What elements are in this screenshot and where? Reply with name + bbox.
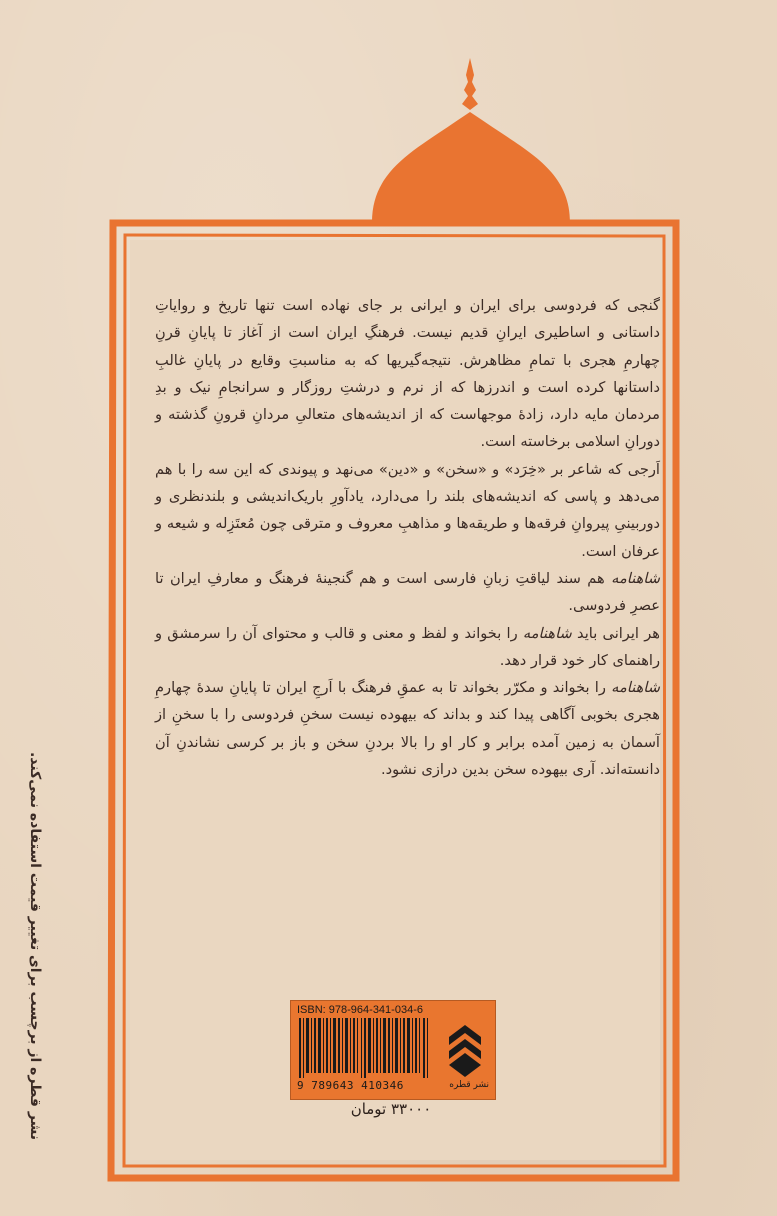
book-title-italic: شاهنامه xyxy=(522,624,572,642)
price-text: ۳۳۰۰۰ تومان xyxy=(350,1100,432,1118)
price-label-notice: نشر قطره از برچسب برای تغییر قیمت استفاده نمی‌کند. xyxy=(27,751,43,1141)
isbn-text: ISBN: 978-964-341-034-6 xyxy=(297,1004,423,1016)
back-cover-description xyxy=(155,292,660,783)
publisher-name: نشر قطره xyxy=(449,1080,489,1090)
paragraph-2: اَرجی که شاعر بر «خِرَد» و «سخن» و «دین» می‌نهد و پیوندی که این سه را با هم می‌دهد و پاسی که اندیشه‌های بلند را می‌دارد، یادآورِ باریک‌اندیشی و بلندنظری و دوربینیِ پیروانِ فرقه‌ها و طریقه‌ها و مذاهبِ معروف و مترقی چون مُعتَزِله و شیعه و عرفان است. xyxy=(155,460,660,560)
barcode-number: 9 789643 410346 xyxy=(297,1079,404,1092)
barcode-label xyxy=(290,1000,496,1100)
book-title-italic: شاهنامه xyxy=(611,679,660,697)
paragraph-3: شاهنامه هم سند لیاقتِ زبانِ فارسی است و هم گنجینهٔ فرهنگ و معارفِ ایران تا عصرِ فردوسی. xyxy=(155,569,660,615)
dome-finial xyxy=(462,58,478,110)
publisher-logo-icon xyxy=(443,1021,487,1081)
dome-shape xyxy=(372,112,570,222)
barcode-icon xyxy=(297,1018,437,1078)
paragraph-1: گنجی که فردوسی برای ایران و ایرانی بر جای نهاده است تنها تاریخ و روایاتِ داستانی و اساطیری ایرانِ قدیم نیست. فرهنگِ ایران است از آغاز تا پایانِ قرنِ چهارمِ هجری با تمامِ مظاهرش. نتیجه‌گیریها که به مناسبتِ وقایع در پایانِ غالبِ داستانها کرده است و اندرزها که از نرم و درشتِ روزگار و سرانجامِ نیک و بدِ مردمان مایه دارد، زادهٔ موجهاست که از اندیشه‌های متعالیِ مردانِ قرونِ گذشته و دورانِ اسلامی برخاسته است. xyxy=(155,297,660,451)
paragraph-5: شاهنامه را بخواند و مکرّر بخواند تا به عمقِ فرهنگ با اَرجِ ایران تا پایانِ سدهٔ چهارمِ هجری بخوبی آگاهی پیدا کند و بداند که بیهوده نیست سخنِ فردوسی را با سخنِ از آسمان به زمین آمده برابر و کار او را بالا بردنِ سخن و باز بر کرسی نشاندنِ آن دانسته‌اند. آری بیهوده سخن بدین درازی نشود. xyxy=(155,679,660,779)
book-title-italic: شاهنامه xyxy=(611,569,660,587)
paragraph-4: هر ایرانی باید شاهنامه را بخواند و لفظ و معنی و قالب و محتوای آن را سرمشق و راهنمای کار خود قرار دهد. xyxy=(155,624,660,669)
